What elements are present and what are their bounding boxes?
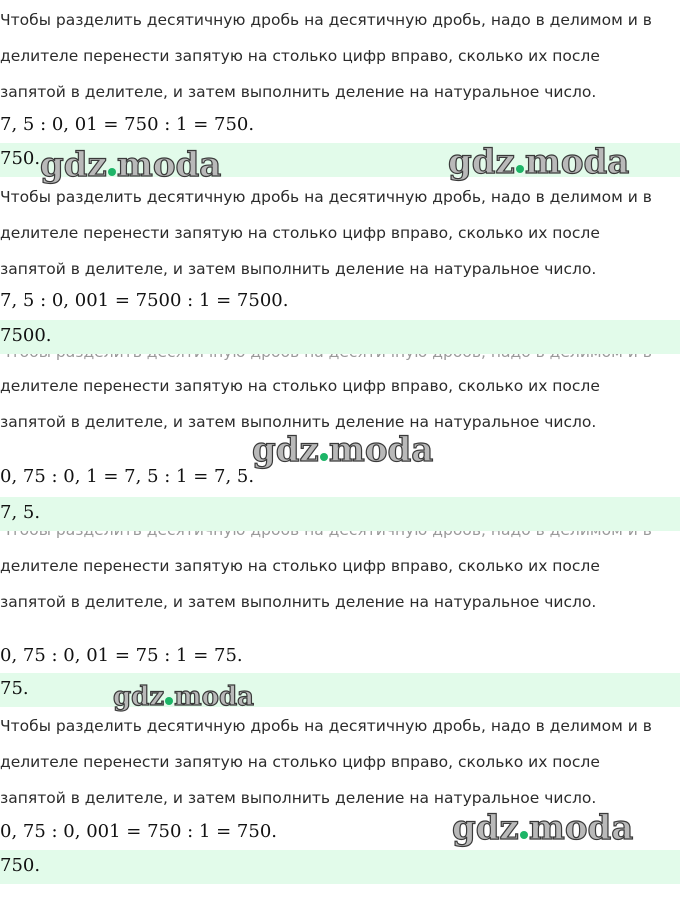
- answer-box-3: [0, 497, 680, 531]
- answer-box-2: [0, 320, 680, 354]
- rule-text-line: запятой в делителе, и затем выполнить деление на натуральное число.: [0, 789, 597, 807]
- answer-2: 7500.: [0, 325, 52, 346]
- answer-4: 75.: [0, 678, 29, 699]
- rule-text-line: делителе перенести запятую на столько цифр вправо, сколько их после: [0, 557, 600, 575]
- answer-1: 750.: [0, 148, 41, 169]
- rule-text-line: делителе перенести запятую на столько цифр вправо, сколько их после: [0, 753, 600, 771]
- formula-4: 0, 75 : 0, 01 = 75 : 1 = 75.: [0, 645, 243, 666]
- answer-3: 7, 5.: [0, 502, 41, 523]
- answer-box-5: [0, 850, 680, 884]
- watermark-logo: gdz moda: [40, 145, 222, 185]
- watermark-logo: gdz moda: [452, 808, 634, 848]
- rule-text-line: делителе перенести запятую на столько цифр вправо, сколько их после: [0, 224, 600, 242]
- formula-3: 0, 75 : 0, 1 = 7, 5 : 1 = 7, 5.: [0, 466, 255, 487]
- formula-1: 7, 5 : 0, 01 = 750 : 1 = 750.: [0, 114, 255, 135]
- rule-text-line: запятой в делителе, и затем выполнить деление на натуральное число.: [0, 413, 597, 431]
- formula-2: 7, 5 : 0, 001 = 7500 : 1 = 7500.: [0, 290, 289, 311]
- rule-text-line: делителе перенести запятую на столько цифр вправо, сколько их после: [0, 377, 600, 395]
- watermark-logo: gdz moda: [252, 430, 434, 470]
- rule-text-line: Чтобы разделить десятичную дробь на десятичную дробь, надо в делимом и в: [0, 188, 652, 206]
- formula-5: 0, 75 : 0, 001 = 750 : 1 = 750.: [0, 821, 278, 842]
- rule-text-line: запятой в делителе, и затем выполнить деление на натуральное число.: [0, 593, 597, 611]
- watermark-logo: gdz moda: [113, 682, 255, 712]
- rule-text-line: запятой в делителе, и затем выполнить деление на натуральное число.: [0, 83, 597, 101]
- answer-box-4: [0, 673, 680, 707]
- rule-text-line: Чтобы разделить десятичную дробь на десятичную дробь, надо в делимом и в: [0, 11, 652, 29]
- rule-text-line: запятой в делителе, и затем выполнить деление на натуральное число.: [0, 260, 597, 278]
- answer-5: 750.: [0, 855, 41, 876]
- watermark-logo: gdz moda: [448, 142, 630, 182]
- rule-text-line: делителе перенести запятую на столько цифр вправо, сколько их после: [0, 47, 600, 65]
- rule-text-line: Чтобы разделить десятичную дробь на десятичную дробь, надо в делимом и в: [0, 717, 652, 735]
